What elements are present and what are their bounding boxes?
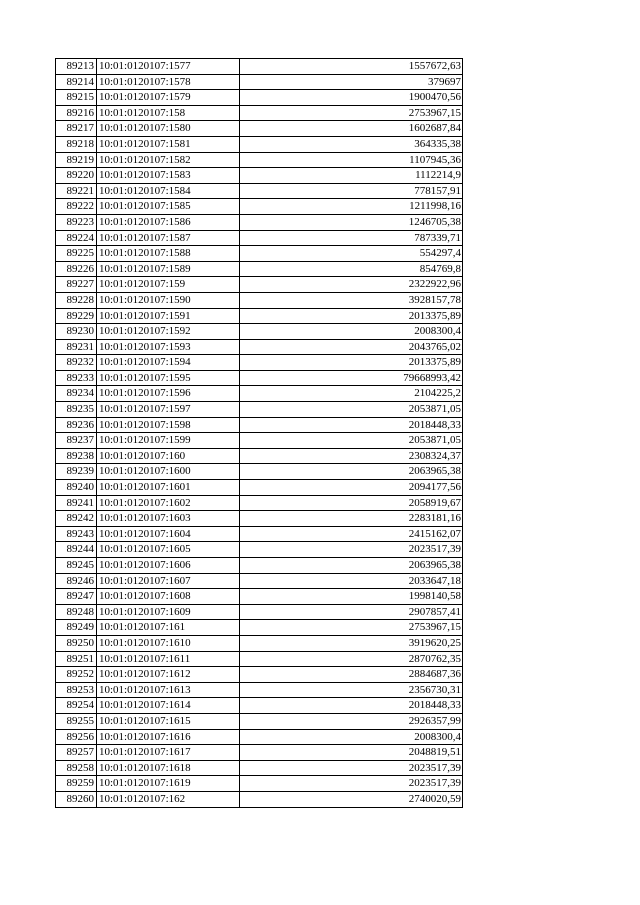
cadastral-number-cell: 10:01:0120107:1607 (97, 573, 240, 589)
cadastral-number-cell: 10:01:0120107:1611 (97, 651, 240, 667)
cadastral-number-cell: 10:01:0120107:1590 (97, 292, 240, 308)
cadastral-number-cell: 10:01:0120107:1600 (97, 464, 240, 480)
row-number-cell: 89249 (56, 620, 97, 636)
row-number-cell: 89246 (56, 573, 97, 589)
value-cell: 2048819,51 (240, 745, 463, 761)
row-number-cell: 89213 (56, 59, 97, 75)
row-number-cell: 89236 (56, 417, 97, 433)
row-number-cell: 89217 (56, 121, 97, 137)
cadastral-number-cell: 10:01:0120107:1601 (97, 480, 240, 496)
table-row (56, 464, 463, 480)
table-row (56, 90, 463, 106)
value-cell: 854769,8 (240, 261, 463, 277)
row-number-cell: 89227 (56, 277, 97, 293)
row-number-cell: 89233 (56, 370, 97, 386)
value-cell: 2013375,89 (240, 355, 463, 371)
cadastral-number-cell: 10:01:0120107:1615 (97, 713, 240, 729)
table-row (56, 791, 463, 807)
table-row (56, 183, 463, 199)
value-cell: 2063965,38 (240, 464, 463, 480)
cadastral-number-cell: 10:01:0120107:1588 (97, 246, 240, 262)
table-row (56, 339, 463, 355)
row-number-cell: 89215 (56, 90, 97, 106)
cadastral-number-cell: 10:01:0120107:160 (97, 448, 240, 464)
value-cell: 2907857,41 (240, 604, 463, 620)
table-row (56, 620, 463, 636)
row-number-cell: 89224 (56, 230, 97, 246)
table-row (56, 760, 463, 776)
value-cell: 1602687,84 (240, 121, 463, 137)
value-cell: 787339,71 (240, 230, 463, 246)
row-number-cell: 89223 (56, 214, 97, 230)
cadastral-number-cell: 10:01:0120107:1606 (97, 558, 240, 574)
cadastral-number-cell: 10:01:0120107:1586 (97, 214, 240, 230)
table-row (56, 480, 463, 496)
cadastral-number-cell: 10:01:0120107:1594 (97, 355, 240, 371)
row-number-cell: 89235 (56, 402, 97, 418)
cadastral-number-cell: 10:01:0120107:1578 (97, 74, 240, 90)
value-cell: 2063965,38 (240, 558, 463, 574)
table-row (56, 713, 463, 729)
row-number-cell: 89222 (56, 199, 97, 215)
row-number-cell: 89248 (56, 604, 97, 620)
row-number-cell: 89253 (56, 682, 97, 698)
cadastral-number-cell: 10:01:0120107:1595 (97, 370, 240, 386)
row-number-cell: 89245 (56, 558, 97, 574)
value-cell: 1557672,63 (240, 59, 463, 75)
row-number-cell: 89220 (56, 168, 97, 184)
table-row (56, 433, 463, 449)
cadastral-number-cell: 10:01:0120107:1599 (97, 433, 240, 449)
row-number-cell: 89240 (56, 480, 97, 496)
table-row (56, 417, 463, 433)
value-cell: 778157,91 (240, 183, 463, 199)
table-row (56, 355, 463, 371)
value-cell: 2415162,07 (240, 526, 463, 542)
value-cell: 1211998,16 (240, 199, 463, 215)
row-number-cell: 89257 (56, 745, 97, 761)
row-number-cell: 89250 (56, 635, 97, 651)
row-number-cell: 89241 (56, 495, 97, 511)
cadastral-number-cell: 10:01:0120107:1587 (97, 230, 240, 246)
table-row (56, 230, 463, 246)
value-cell: 2322922,96 (240, 277, 463, 293)
table-row (56, 261, 463, 277)
row-number-cell: 89234 (56, 386, 97, 402)
cadastral-number-cell: 10:01:0120107:1585 (97, 199, 240, 215)
value-cell: 2043765,02 (240, 339, 463, 355)
table-row (56, 105, 463, 121)
table-row (56, 199, 463, 215)
row-number-cell: 89225 (56, 246, 97, 262)
cadastral-number-cell: 10:01:0120107:1597 (97, 402, 240, 418)
cadastral-number-cell: 10:01:0120107:1603 (97, 511, 240, 527)
row-number-cell: 89256 (56, 729, 97, 745)
value-cell: 2033647,18 (240, 573, 463, 589)
row-number-cell: 89239 (56, 464, 97, 480)
cadastral-number-cell: 10:01:0120107:1582 (97, 152, 240, 168)
row-number-cell: 89255 (56, 713, 97, 729)
cadastral-number-cell: 10:01:0120107:1584 (97, 183, 240, 199)
cadastral-number-cell: 10:01:0120107:1580 (97, 121, 240, 137)
table-row (56, 651, 463, 667)
value-cell: 2753967,15 (240, 620, 463, 636)
value-cell: 2023517,39 (240, 776, 463, 792)
cadastral-number-cell: 10:01:0120107:1592 (97, 324, 240, 340)
value-cell: 2053871,05 (240, 433, 463, 449)
value-cell: 1107945,36 (240, 152, 463, 168)
table-row (56, 526, 463, 542)
table-row (56, 667, 463, 683)
cadastral-number-cell: 10:01:0120107:1602 (97, 495, 240, 511)
row-number-cell: 89232 (56, 355, 97, 371)
table-row (56, 729, 463, 745)
table-row (56, 542, 463, 558)
value-cell: 79668993,42 (240, 370, 463, 386)
value-cell: 379697 (240, 74, 463, 90)
table-row (56, 168, 463, 184)
cadastral-number-cell: 10:01:0120107:1618 (97, 760, 240, 776)
row-number-cell: 89216 (56, 105, 97, 121)
value-cell: 2018448,33 (240, 417, 463, 433)
value-cell: 3919620,25 (240, 635, 463, 651)
cadastral-number-cell: 10:01:0120107:158 (97, 105, 240, 121)
cadastral-number-cell: 10:01:0120107:1609 (97, 604, 240, 620)
row-number-cell: 89237 (56, 433, 97, 449)
cadastral-number-cell: 10:01:0120107:1616 (97, 729, 240, 745)
row-number-cell: 89244 (56, 542, 97, 558)
value-cell: 364335,38 (240, 136, 463, 152)
cadastral-number-cell: 10:01:0120107:1605 (97, 542, 240, 558)
cadastral-number-cell: 10:01:0120107:1581 (97, 136, 240, 152)
value-cell: 2058919,67 (240, 495, 463, 511)
row-number-cell: 89243 (56, 526, 97, 542)
cadastral-number-cell: 10:01:0120107:161 (97, 620, 240, 636)
row-number-cell: 89252 (56, 667, 97, 683)
value-cell: 2008300,4 (240, 324, 463, 340)
cadastral-number-cell: 10:01:0120107:1596 (97, 386, 240, 402)
table-row (56, 558, 463, 574)
value-cell: 2308324,37 (240, 448, 463, 464)
row-number-cell: 89242 (56, 511, 97, 527)
value-cell: 2753967,15 (240, 105, 463, 121)
value-cell: 2053871,05 (240, 402, 463, 418)
value-cell: 2008300,4 (240, 729, 463, 745)
table-row (56, 308, 463, 324)
value-cell: 2018448,33 (240, 698, 463, 714)
table-row (56, 604, 463, 620)
cadastral-number-cell: 10:01:0120107:1593 (97, 339, 240, 355)
table-row (56, 511, 463, 527)
value-cell: 1246705,38 (240, 214, 463, 230)
value-cell: 3928157,78 (240, 292, 463, 308)
cadastral-number-cell: 10:01:0120107:1608 (97, 589, 240, 605)
table-row (56, 386, 463, 402)
table-row (56, 59, 463, 75)
value-cell: 2104225,2 (240, 386, 463, 402)
row-number-cell: 89254 (56, 698, 97, 714)
cadastral-number-cell: 10:01:0120107:1583 (97, 168, 240, 184)
row-number-cell: 89228 (56, 292, 97, 308)
row-number-cell: 89258 (56, 760, 97, 776)
cadastral-number-cell: 10:01:0120107:1612 (97, 667, 240, 683)
cadastral-number-cell: 10:01:0120107:1619 (97, 776, 240, 792)
table-row (56, 635, 463, 651)
value-cell: 2094177,56 (240, 480, 463, 496)
cadastral-number-cell: 10:01:0120107:1591 (97, 308, 240, 324)
table-row (56, 214, 463, 230)
row-number-cell: 89230 (56, 324, 97, 340)
cadastral-number-cell: 10:01:0120107:1617 (97, 745, 240, 761)
table-row (56, 589, 463, 605)
table-row (56, 277, 463, 293)
row-number-cell: 89238 (56, 448, 97, 464)
table-row (56, 152, 463, 168)
cadastral-number-cell: 10:01:0120107:162 (97, 791, 240, 807)
row-number-cell: 89226 (56, 261, 97, 277)
value-cell: 2023517,39 (240, 542, 463, 558)
table-row (56, 402, 463, 418)
cadastral-number-cell: 10:01:0120107:1604 (97, 526, 240, 542)
table-row (56, 495, 463, 511)
cadastral-number-cell: 10:01:0120107:1598 (97, 417, 240, 433)
cadastral-number-cell: 10:01:0120107:1579 (97, 90, 240, 106)
value-cell: 1998140,58 (240, 589, 463, 605)
table-row (56, 573, 463, 589)
table-body (56, 59, 463, 808)
row-number-cell: 89259 (56, 776, 97, 792)
table-row (56, 448, 463, 464)
cadastral-number-cell: 10:01:0120107:1614 (97, 698, 240, 714)
row-number-cell: 89229 (56, 308, 97, 324)
value-cell: 1112214,9 (240, 168, 463, 184)
table-row (56, 292, 463, 308)
table-row (56, 246, 463, 262)
table-row (56, 370, 463, 386)
row-number-cell: 89218 (56, 136, 97, 152)
value-cell: 1900470,56 (240, 90, 463, 106)
table-row (56, 698, 463, 714)
table-row (56, 682, 463, 698)
value-cell: 2023517,39 (240, 760, 463, 776)
row-number-cell: 89247 (56, 589, 97, 605)
table-row (56, 136, 463, 152)
data-table (55, 58, 463, 808)
cadastral-number-cell: 10:01:0120107:1610 (97, 635, 240, 651)
value-cell: 554297,4 (240, 246, 463, 262)
value-cell: 2926357,99 (240, 713, 463, 729)
value-cell: 2740020,59 (240, 791, 463, 807)
row-number-cell: 89251 (56, 651, 97, 667)
value-cell: 2013375,89 (240, 308, 463, 324)
table-row (56, 324, 463, 340)
value-cell: 2870762,35 (240, 651, 463, 667)
row-number-cell: 89260 (56, 791, 97, 807)
table-row (56, 121, 463, 137)
row-number-cell: 89219 (56, 152, 97, 168)
cadastral-number-cell: 10:01:0120107:1589 (97, 261, 240, 277)
cadastral-number-cell: 10:01:0120107:159 (97, 277, 240, 293)
cadastral-number-cell: 10:01:0120107:1577 (97, 59, 240, 75)
row-number-cell: 89231 (56, 339, 97, 355)
value-cell: 2356730,31 (240, 682, 463, 698)
table-row (56, 74, 463, 90)
table-row (56, 745, 463, 761)
row-number-cell: 89221 (56, 183, 97, 199)
cadastral-number-cell: 10:01:0120107:1613 (97, 682, 240, 698)
value-cell: 2884687,36 (240, 667, 463, 683)
row-number-cell: 89214 (56, 74, 97, 90)
table-row (56, 776, 463, 792)
value-cell: 2283181,16 (240, 511, 463, 527)
